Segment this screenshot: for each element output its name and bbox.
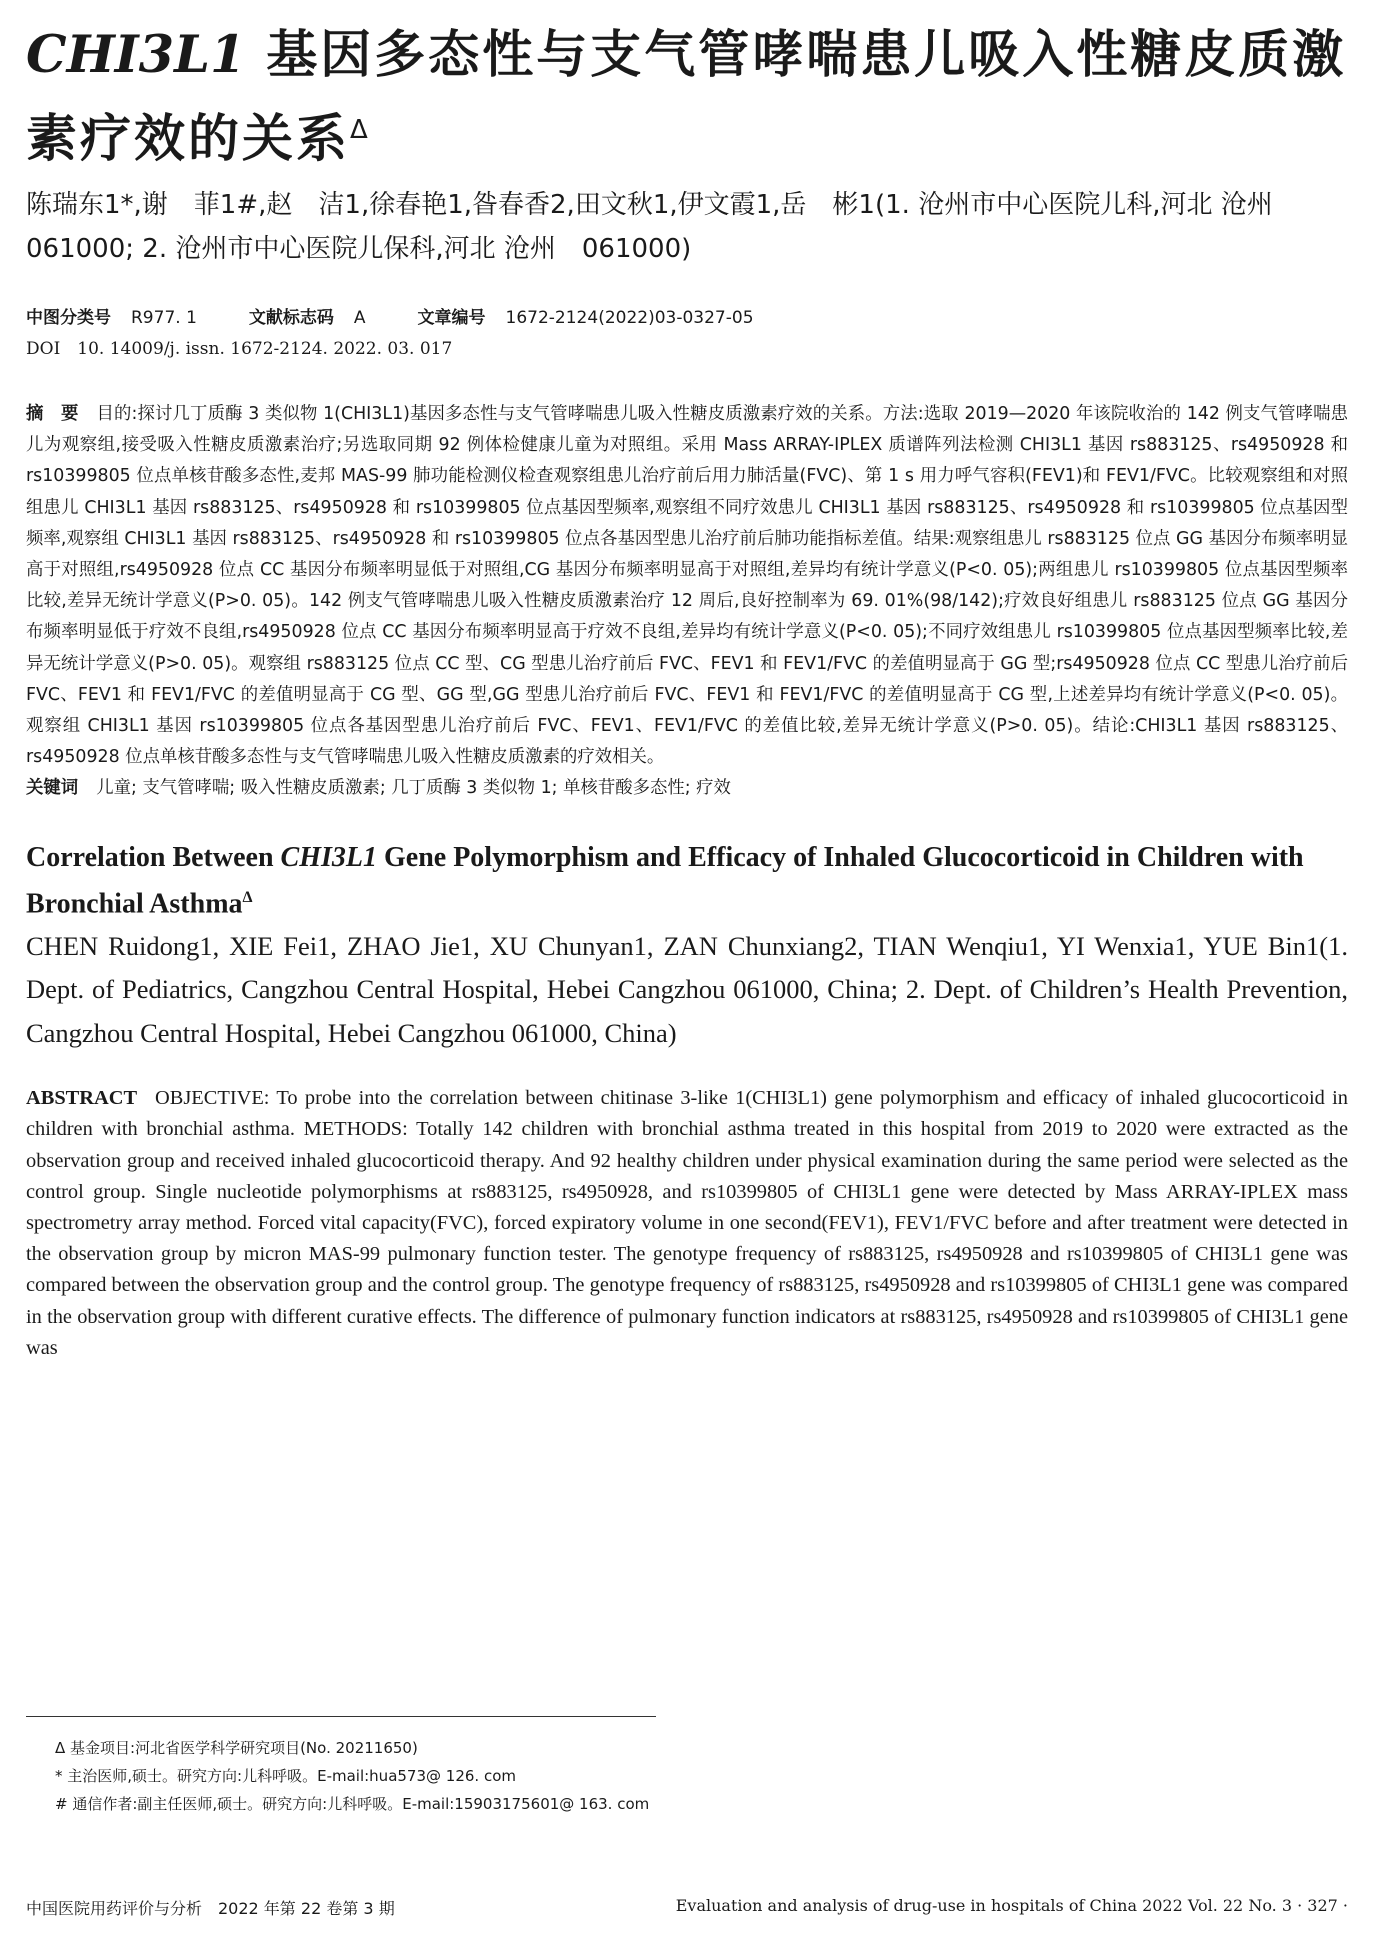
article-number-value: 1672-2124(2022)03-0327-05 [505,308,754,328]
abstract-en [26,1083,1348,1364]
doc-code-value: A [353,308,366,328]
footer-journal-cn: 中国医院用药评价与分析 2022 年第 22 卷第 3 期 [26,1899,395,1918]
authors-cn: 陈瑞东1*,谢 菲1#,赵 洁1,徐春艳1,昝春香2,田文秋1,伊文霞1,岳 彬1(1. 沧州市中心医院儿科,河北 沧州 061000; 2. 沧州市中心医院儿保科,河北 沧州 061000) [26,190,1299,264]
abstract-en-label: ABSTRACT [26,1087,138,1110]
doi-value: 10. 14009/j. issn. 1672-2124. 2022. 03. 017 [77,339,453,359]
abstract-cn-label: 摘 要 [26,404,79,424]
footnote-rule [26,1716,656,1717]
footer-journal-en: Evaluation and analysis of drug-use in hospitals of China 2022 Vol. 22 No. 3 · 327 · [675,1896,1348,1915]
doi-line [26,337,1348,361]
title-en-part2: Gene Polymorphism and Efficacy of Inhaled Glucocorticoid in Children with Bronchial Asthma [26,842,1304,920]
authors-en: CHEN Ruidong1, XIE Fei1, ZHAO Jie1, XU Chunyan1, ZAN Chunxiang2, TIAN Wenqiu1, YI Wenxia1, YUE Bin1(1. Dept. of Pediatrics, Cangzhou Central Hospital, Hebei Cangzhou 061000, China; 2. Dept. of Children’s Health Prevention, Cangzhou Central Hospital, Hebei Cangzhou 061000, China) [26,930,1348,1048]
footnote-fund: Δ 基金项目:河北省医学科学研究项目(No. 20211650) [55,1739,418,1757]
article-title-en [26,838,1348,924]
title-footnote-mark: Δ [350,115,371,145]
keywords-cn [26,773,1348,804]
abstract-cn-text: 目的:探讨几丁质酶 3 类似物 1(CHI3L1)基因多态性与支气管哮喘患儿吸入性糖皮质激素疗效的关系。方法:选取 2019—2020 年该院收治的 142 例支气管哮喘患儿为观察组,接受吸入性糖皮质激素治疗;另选取同期 92 例体检健康儿童为对照组。采用 Mass ARRAY-IPLEX 质谱阵列法检测 CHI3L1 基因 rs883125、rs4950928 和 rs10399805 位点单核苷酸多态性,麦邦 MAS-99 肺功能检测仪检查观察组患儿治疗前后用力肺活量(FVC)、第 1 s 用力呼气容积(FEV1)和 FEV1/FVC。比较观察组和对照组患儿 CHI3L1 基因 rs883125、rs4950928 和 rs10399805 位点基因型频率,观察组不同疗效患儿 CHI3L1 基因 rs883125、rs4950928 和 rs10399805 位点基因型频率,观察组 CHI3L1 基因 rs883125、rs4950928 和 rs10399805 位点各基因型患儿治疗前后肺功能指标差值。结果:观察组患儿 rs883125 位点 GG 基因分布频率明显高于对照组,rs4950928 位点 CC 基因分布频率明显低于对照组,CG 基因分布频率明显高于对照组,差异均有统计学意义(P<0. 05);两组患儿 rs10399805 位点基因型频率比较,差异无统计学意义(P>0. 05)。142 例支气管哮喘患儿吸入性糖皮质激素治疗 12 周后,良好控制率为 69. 01%(98/142);疗效良好组患儿 rs883125 位点 GG 基因分布频率明显低于疗效不良组,rs4950928 位点 CC 基因分布频率明显高于疗效不良组,差异均有统计学意义(P<0. 05);不同疗效组患儿 rs10399805 位点基因型频率比较,差异无统计学意义(P>0. 05)。观察组 rs883125 位点 CC 型、CG 型患儿治疗前后 FVC、FEV1 和 FEV1/FVC 的差值明显高于 GG 型;rs4950928 位点 CC 型患儿治疗前后 FVC、FEV1 和 FEV1/FVC 的差值明显高于 CG 型、GG 型,GG 型患儿治疗前后 FVC、FEV1 和 FEV1/FVC 的差值明显高于 CG 型,上述差异均有统计学意义(P<0. 05)。观察组 CHI3L1 基因 rs10399805 位点各基因型患儿治疗前后 FVC、FEV1、FEV1/FVC 的差值比较,差异无统计学意义(P>0. 05)。结论:CHI3L1 基因 rs883125、rs4950928 位点单核苷酸多态性与支气管哮喘患儿吸入性糖皮质激素的疗效相关。 [26,404,1348,768]
article-page [26,18,1348,1364]
article-number-label: 文章编号 [417,308,486,328]
clc-value: R977. 1 [131,308,197,328]
title-en-part1: Correlation Between [26,842,281,874]
page-footer [26,1896,1348,1919]
footnote-corresponding: # 通信作者:副主任医师,硕士。研究方向:儿科呼吸。E-mail:15903175601@ 163. com [55,1795,650,1813]
footnotes [55,1734,649,1818]
footnote-author: * 主治医师,硕士。研究方向:儿科呼吸。E-mail:hua573@ 126. com [55,1767,516,1785]
title-en-footnote-mark: Δ [242,889,253,907]
article-meta [26,299,1348,361]
title-text: 基因多态性与支气管哮喘患儿吸入性糖皮质激素疗效的关系 [26,26,1347,169]
keywords-label: 关键词 [26,778,79,799]
abstract-cn [26,399,1348,773]
gene-name: CHI3L1 [26,25,246,85]
abstract-en-text: OBJECTIVE: To probe into the correlation between chitinase 3-like 1(CHI3L1) gene polymorphism and efficacy of inhaled glucocorticoid in children with bronchial asthma. METHODS: Totally 142 children with bronchial asthma treated in this hospital from 2019 to 2020 were extracted as the observation group and received inhaled glucocorticoid therapy. And 92 healthy children under physical examination during the same period were selected as the control group. Single nucleotide polymorphisms at rs883125, rs4950928, and rs10399805 of CHI3L1 gene were detected by Mass ARRAY-IPLEX mass spectrometry array method. Forced vital capacity(FVC), forced expiratory volume in one second(FEV1), FEV1/FVC before and after treatment were detected in the observation group by micron MAS-99 pulmonary function tester. The genotype frequency of rs883125, rs4950928 and rs10399805 of CHI3L1 gene was compared between the observation group and the control group. The genotype frequency of rs883125, rs4950928 and rs10399805 of CHI3L1 gene was compared in the observation group with different curative effects. The difference of pulmonary function indicators at rs883125, rs4950928 and rs10399805 of CHI3L1 gene was [26,1087,1348,1359]
keywords-text: 儿童; 支气管哮喘; 吸入性糖皮质激素; 几丁质酶 3 类似物 1; 单核苷酸多态性; 疗效 [96,778,731,799]
title-en-gene: CHI3L1 [280,842,377,874]
article-title-cn [26,18,1348,177]
clc-label: 中图分类号 [26,308,111,328]
doc-code-label: 文献标志码 [248,308,334,328]
doi-label: DOI [26,339,61,359]
